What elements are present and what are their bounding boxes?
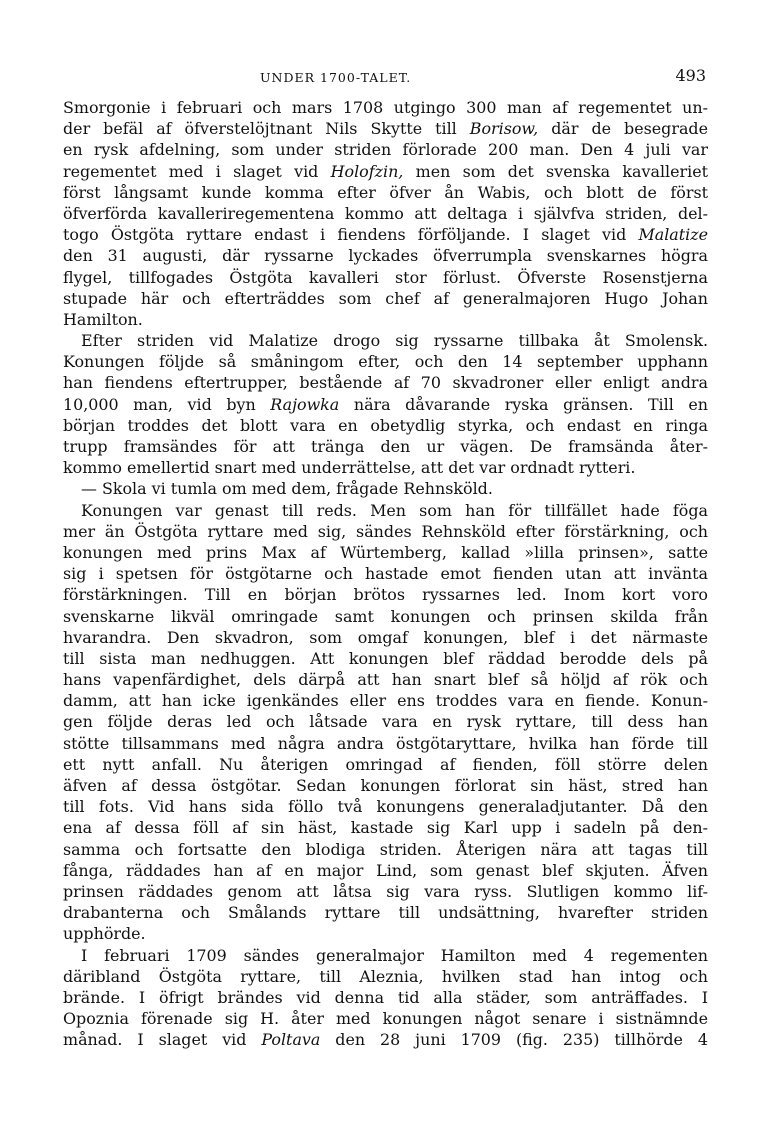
text-segment: drabanterna och Smålands ryttare till undsättning, hvarefter striden: [63, 903, 708, 923]
text-segment: nära dåvarande ryska gränsen. Till en: [339, 394, 708, 414]
text-segment: samma och fortsatte den blodiga striden. Återigen nära att tagas till: [63, 839, 708, 859]
text-segment: — Skola vi tumla om med dem, frågade Rehnsköld.: [81, 479, 493, 499]
text-line: [63, 478, 708, 499]
text-line: [63, 1029, 708, 1050]
text-line: [63, 817, 708, 838]
text-segment: månad. I slaget vid: [63, 1030, 262, 1050]
text-segment: äfven af dessa östgötar. Sedan konungen förlorat sin häst, stred han: [63, 776, 708, 795]
text-segment: der befäl af öfverstelöjtnant Nils Skytte till: [63, 119, 470, 139]
text-line: [63, 288, 708, 309]
text-line: [63, 394, 708, 415]
text-line: [63, 839, 708, 860]
text-line: [63, 690, 708, 711]
text-line: [63, 97, 708, 118]
text-segment: Hamilton.: [63, 309, 143, 329]
text-segment: sig i spetsen för östgötarne och hastade emot fienden utan att invänta: [63, 564, 708, 584]
text-line: [63, 500, 708, 521]
text-line: [63, 987, 708, 1008]
text-line: [63, 733, 708, 754]
text-segment: stupade här och efterträddes som chef af generalmajoren Hugo Johan: [63, 288, 708, 308]
text-line: [63, 584, 708, 605]
italic-place-name: Rajowka: [270, 394, 340, 414]
text-line: [63, 775, 708, 796]
text-segment: till fots. Vid hans sida föllo två konungens generaladjutanter. Då den: [63, 797, 708, 817]
text-segment: den 31 augusti, där ryssarne lyckades öfverrumpla svenskarnes högra: [63, 246, 708, 266]
italic-place-name: Holofzin,: [330, 161, 404, 181]
text-segment: mer än Östgöta ryttare med sig, sändes Rehnsköld efter förstärkning, och: [63, 521, 708, 541]
italic-place-name: Borisow,: [469, 119, 539, 139]
text-segment: Efter striden vid Malatize drogo sig ryssarne tillbaka åt Smolensk.: [81, 331, 708, 351]
text-line: [63, 648, 708, 669]
text-segment: han fiendens eftertrupper, bestående af 70 skvadroner eller enligt andra: [63, 373, 708, 393]
text-segment: I februari 1709 sändes generalmajor Hamilton med 4 regementen: [81, 945, 708, 965]
text-segment: först långsamt kunde komma efter öfver ån Wabis, och blott de först: [63, 182, 708, 202]
italic-place-name: Poltava: [261, 1030, 321, 1050]
text-line: [63, 711, 708, 732]
text-line: [63, 224, 708, 245]
text-segment: till sista man nedhuggen. Att konungen blef räddad berodde dels på: [63, 648, 708, 668]
text-line: [63, 542, 708, 563]
text-segment: Smorgonie i februari och mars 1708 utgingo 300 man af regementet un-: [63, 98, 708, 117]
text-line: [63, 860, 708, 881]
text-segment: konungen med prins Max af Würtemberg, kallad »lilla prinsen», satte: [63, 542, 708, 562]
text-segment: Opoznia förenade sig H. åter med konungen något senare i sistnämnde: [63, 1009, 708, 1029]
page-number: 493: [675, 66, 706, 85]
text-line: [63, 372, 708, 393]
text-line: [63, 330, 708, 351]
text-segment: en rysk afdelning, som under striden förlorade 200 man. Den 4 juli var: [63, 140, 708, 160]
text-segment: stötte tillsammans med några andra östgötaryttare, hvilka han förde till: [63, 733, 708, 753]
text-line: [63, 415, 708, 436]
text-segment: början troddes det blott vara en obetydlig styrka, och endast en ringa: [63, 415, 708, 435]
text-line: [63, 754, 708, 775]
text-segment: trupp framsändes för att tränga den ur vägen. De framsända åter-: [63, 437, 708, 456]
text-segment: togo Östgöta ryttare endast i fiendens förföljande. I slaget vid: [63, 225, 639, 245]
text-segment: gen följde deras led och låtsade vara en rysk ryttare, till dess han: [63, 712, 708, 732]
text-segment: den 28 juni 1709 (fig. 235) tillhörde 4: [320, 1030, 708, 1050]
text-line: [63, 796, 708, 817]
text-line: [63, 945, 708, 966]
text-segment: upphörde.: [63, 924, 146, 944]
text-segment: men som det svenska kavalleriet: [403, 161, 708, 181]
text-line: [63, 182, 708, 203]
text-line: [63, 923, 708, 944]
text-segment: svenskarne likväl omringade samt konungen och prinsen skilda från: [63, 606, 708, 626]
text-segment: förstärkningen. Till en början brötos ryssarnes led. Inom kort voro: [63, 585, 708, 605]
text-segment: kommo emellertid snart med underrättelse, att det var ordnadt rytteri.: [63, 458, 636, 478]
text-line: [63, 521, 708, 542]
text-segment: 10,000 man, vid byn: [63, 394, 271, 414]
text-line: [63, 902, 708, 923]
text-line: [63, 351, 708, 372]
text-segment: ena af dessa föll af sin häst, kastade sig Karl upp i sadeln på den-: [63, 818, 708, 838]
text-segment: brände. I öfrigt brändes vid denna tid alla städer, som anträffades. I: [63, 987, 708, 1007]
text-line: [63, 203, 708, 224]
text-line: [63, 966, 708, 987]
text-segment: flygel, tillfogades Östgöta kavalleri stor förlust. Öfverste Rosenstjerna: [63, 267, 708, 287]
text-line: [63, 139, 708, 160]
text-line: [63, 563, 708, 584]
header-title: UNDER 1700-TALET.: [260, 70, 412, 85]
text-segment: fånga, räddades han af en major Lind, som genast blef skjuten. Äfven: [63, 860, 708, 880]
text-line: [63, 669, 708, 690]
text-segment: hvarandra. Den skvadron, som omgaf konungen, blef i det närmaste: [63, 627, 708, 647]
text-line: [63, 267, 708, 288]
text-segment: Konungen följde så småningom efter, och den 14 september upphann: [63, 352, 708, 372]
text-line: [63, 881, 708, 902]
text-line: [63, 245, 708, 266]
running-header: [60, 66, 706, 88]
text-segment: där de besegrade: [538, 119, 708, 139]
text-segment: hans vapenfärdighet, dels därpå att han snart blef så höljd af rök och: [63, 670, 708, 690]
text-line: [63, 309, 708, 330]
text-segment: Konungen var genast till reds. Men som han för tillfället hade föga: [81, 500, 708, 520]
text-line: [63, 436, 708, 457]
text-segment: däribland Östgöta ryttare, till Aleznia, hvilken stad han intog och: [63, 966, 708, 986]
text-line: [63, 627, 708, 648]
text-segment: prinsen räddades genom att låtsa sig vara ryss. Slutligen kommo lif-: [63, 881, 708, 901]
text-line: [63, 457, 708, 478]
text-line: [63, 161, 708, 182]
text-segment: regementet med i slaget vid: [63, 161, 331, 181]
text-line: [63, 1008, 708, 1029]
text-segment: öfverförda kavalleriregementena kommo att deltaga i självfva striden, del-: [63, 203, 708, 223]
text-line: [63, 606, 708, 627]
text-line: [63, 118, 708, 139]
italic-place-name: Malatize: [638, 225, 708, 245]
text-segment: damm, att han icke igenkändes eller ens troddes vara en fiende. Konun-: [63, 691, 708, 711]
text-segment: ett nytt anfall. Nu återigen omringad af fienden, föll större delen: [63, 754, 708, 774]
body-text: [63, 97, 708, 1050]
